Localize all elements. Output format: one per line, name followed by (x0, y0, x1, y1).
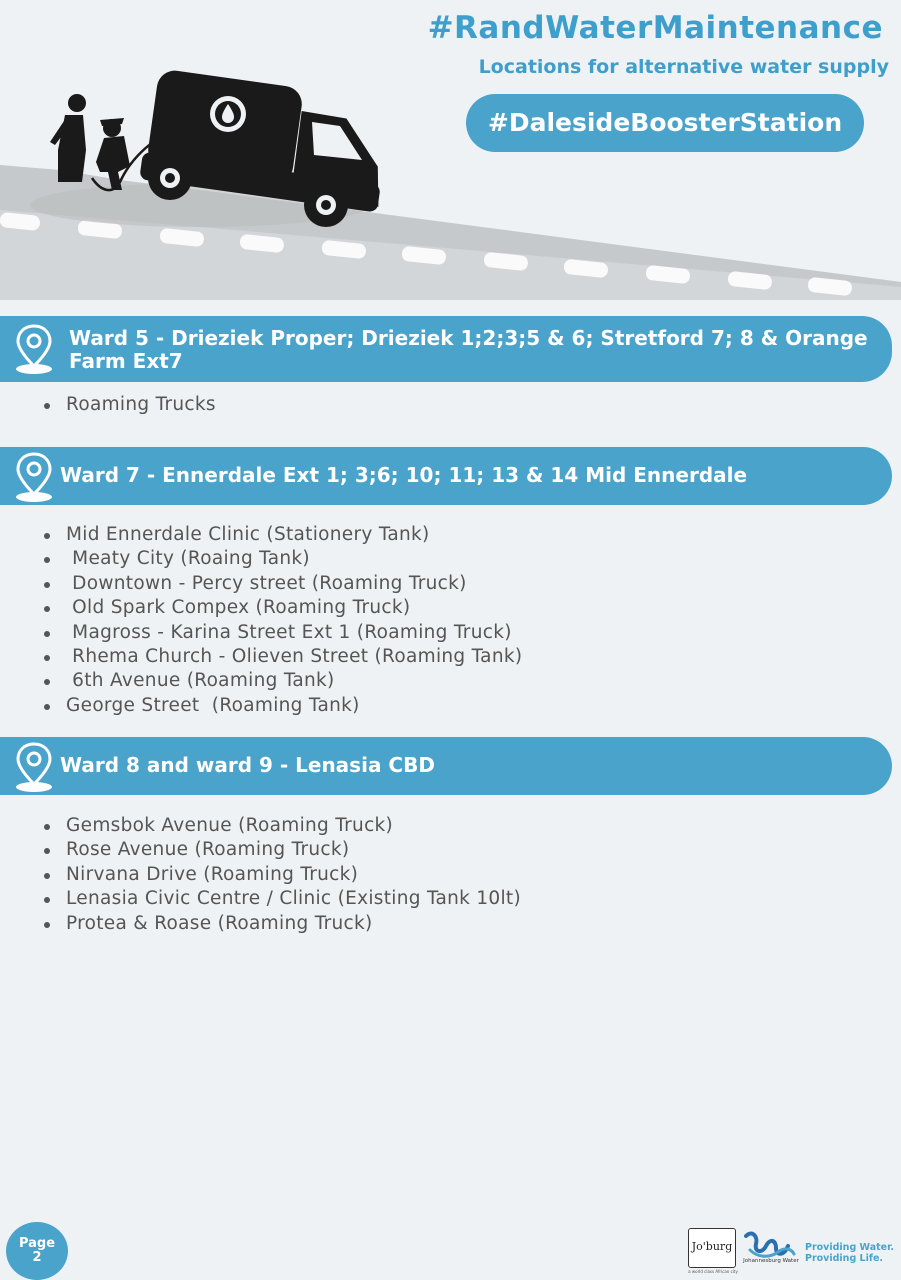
ward-5-title-line1: Ward 5 - Drieziek Proper; Drieziek 1;2;3;5 & 6; Stretford 7; 8 & Orange (69, 326, 868, 350)
list-item: Mid Ennerdale Clinic (Stationery Tank) (40, 523, 522, 547)
page-number-badge (6, 1222, 68, 1280)
list-item: Roaming Trucks (40, 393, 216, 417)
joburg-logo: Jo'burg (688, 1228, 736, 1268)
ward-7-list (40, 523, 522, 718)
footer-tagline: Providing Water. Providing Life. (805, 1242, 895, 1264)
johannesburg-water-name: Johannesburg Water (743, 1258, 799, 1264)
ward-5-list (40, 393, 216, 417)
list-item: Magross - Karina Street Ext 1 (Roaming Truck) (40, 621, 522, 645)
list-item: Nirvana Drive (Roaming Truck) (40, 863, 521, 887)
list-item: Gemsbok Avenue (Roaming Truck) (40, 814, 521, 838)
page-number: 2 (32, 1250, 42, 1265)
list-item: Meaty City (Roaing Tank) (40, 547, 522, 571)
list-item: Rhema Church - Olieven Street (Roaming Tank) (40, 645, 522, 669)
list-item: Lenasia Civic Centre / Clinic (Existing Tank 10lt) (40, 887, 521, 911)
list-item: Rose Avenue (Roaming Truck) (40, 838, 521, 862)
ward-5-title-line2: Farm Ext7 (69, 349, 183, 373)
footer-logos (688, 1228, 895, 1276)
list-item: George Street (Roaming Tank) (40, 694, 522, 718)
ward-8-9-title: Ward 8 and ward 9 - Lenasia CBD (60, 753, 435, 777)
ward-5-heading (0, 316, 892, 382)
location-pin-icon (12, 322, 56, 376)
list-item: 6th Avenue (Roaming Tank) (40, 669, 522, 693)
ward-7-heading (0, 447, 892, 505)
page-subtitle: Locations for alternative water supply (478, 56, 889, 78)
ward-7-title: Ward 7 - Ennerdale Ext 1; 3;6; 10; 11; 13 & 14 Mid Ennerdale (60, 463, 748, 487)
station-badge: #DalesideBoosterStation (466, 94, 864, 152)
ward-8-9-heading (0, 737, 892, 795)
ward-8-9-list (40, 814, 521, 936)
page-title: #RandWaterMaintenance (427, 10, 883, 46)
location-pin-icon (12, 740, 56, 794)
list-item: Protea & Roase (Roaming Truck) (40, 912, 521, 936)
joburg-logo-tagline: a world class African city (688, 1269, 738, 1274)
list-item: Old Spark Compex (Roaming Truck) (40, 596, 522, 620)
location-pin-icon (12, 450, 56, 504)
list-item: Downtown - Percy street (Roaming Truck) (40, 572, 522, 596)
page-label: Page (18, 1236, 56, 1251)
